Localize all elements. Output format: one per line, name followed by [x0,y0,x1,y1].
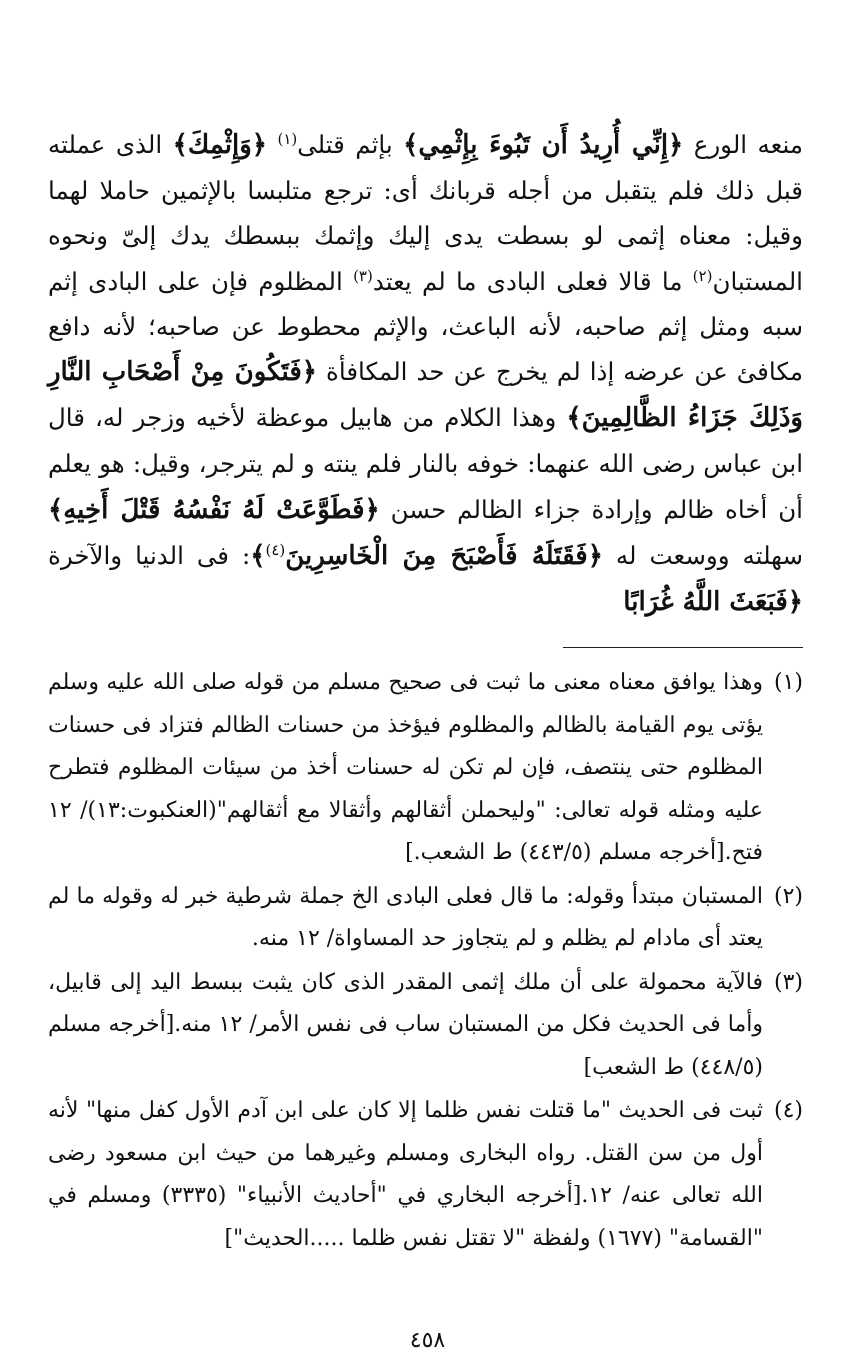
footnote-ref: (٣) [353,266,373,285]
footnote-item [48,662,803,875]
footnote-item [48,1090,803,1260]
quran-quote: ﴿فَتَكُونَ مِنْ أَصْحَابِ النَّارِ وَذَلِكَ جَزَاءُ الظَّالِمِينَ﴾ [48,357,803,434]
quran-quote: ﴿فَبَعَثَ اللَّهُ غُرَابًا [623,587,803,618]
quran-quote: ﴿فَطَوَّعَتْ لَهُ نَفْسُهُ قَتْلَ أَخِيهِ﴾ [48,494,380,525]
footnote-text: فالآية محمولة على أن ملك إثمى المقدر الذى كان يثبت ببسط اليد إلى قابيل، وأما فى الحديث فكل من المستبان ساب فى نفس الأمر/ ١٢ منه.[أخرجه مسلم (٤٤٨/٥) ط الشعب] [48,969,764,1080]
footnote-item [48,876,803,961]
footnote-number: (٢) [773,883,803,909]
footnote-number: (٣) [773,969,803,995]
footnote-item [48,962,803,1090]
footnote-text: ثبت فى الحديث "ما قتلت نفس ظلما إلا كان على ابن آدم الأول كفل منها" لأنه أول من سن القتل. رواه البخارى ومسلم وغيرهما من حيث ابن مسعود رضى الله تعالى عنه/ ١٢.[أخرجه البخاري في "أحاديث الأنبياء" (٣٣٣٥) ومسلم في "القسامة" (١٦٧٧) ولفظة "لا تقتل نفس ظلما .....الحديث"] [48,1098,763,1251]
footnotes [48,662,803,1260]
footnote-ref: (١) [277,129,298,148]
footnote-ref: (٤) [265,540,286,559]
footnote-text: المستبان مبتدأ وقوله: ما قال فعلى البادى الخ جملة شرطية خبر له وقوله ما لم يعتد أى مادام لم يظلم و لم يتجاوز حد المساواة/ ١٢ منه. [48,883,763,952]
text-run [267,130,277,159]
text-run: الذى عملته قبل ذلك فلم يتقبل من أجله قربانك أى: ترجع متلبسا بالإثمين حاملا لهما وقيل: معناه إثمى لو بسطت يدى إليك وإثمك ببسطك يدك إلىّ ونحوه المستبان [48,130,803,296]
main-paragraph [48,122,803,625]
footnote-number: (١) [773,670,803,696]
quran-quote: ﴿وَإِثْمِكَ﴾ [172,130,268,160]
footnote-text: وهذا يوافق معناه معنى ما ثبت فى صحيح مسلم من قوله صلى الله عليه وسلم يؤتى يوم القيامة بالظالم والمظلوم فيؤخذ من حسنات الظالم فتزاد فى حسنات المظلوم حتى ينتصف، فإن لم تكن له حسنات أخذ من سيئات المظلوم فتطرح عليه ومثله قوله تعالى: "وليحملن أثقالهم وأثقالا مع أثقالهم"(العنكبوت:١٣)/ ١٢ فتح.[أخرجه مسلم (٤٤٣/٥) ط الشعب.] [48,670,763,866]
text-run: المظلوم فإن على البادى إثم سبه ومثل إثم صاحبه، لأنه الباعث، والإثم محطوط عن صاحبه؛ لأنه دافع مكافئ عن عرضه إذا لم يخرج عن حد المكافأة [48,266,803,387]
page-number: ٤٥٨ [409,1328,446,1353]
text-run: سهلته ووسعت له [602,540,803,570]
footnote-number: (٤) [773,1098,803,1124]
text-run: منعه الورع [683,130,803,159]
text-run: ما قالا فعلى البادى ما لم يعتد [372,266,693,296]
quran-quote: ﴿إِنِّي أُرِيدُ أَن تَبُوءَ بِإِثْمِي﴾ [403,130,684,160]
quran-quote: ﴾ [250,540,266,571]
quran-quote: ﴿فَقَتَلَهُ فَأَصْبَحَ مِنَ الْخَاسِرِينَ [285,540,603,571]
footnote-divider [563,647,803,648]
text-run: وهذا الكلام من هابيل موعظة لأخيه وزجر له، قال ابن عباس رضى الله عنهما: خوفه بالنار فلم ينته و لم يترجر، وقيل: هو يعلم أن أخاه ظالم وإرادة جزاء الظالم حسن [48,403,803,524]
main-text [48,122,803,625]
text-run: : فى الدنيا والآخرة [48,540,251,570]
footnote-ref: (٢) [692,266,713,285]
text-run: بإثم قتلى [297,130,404,159]
